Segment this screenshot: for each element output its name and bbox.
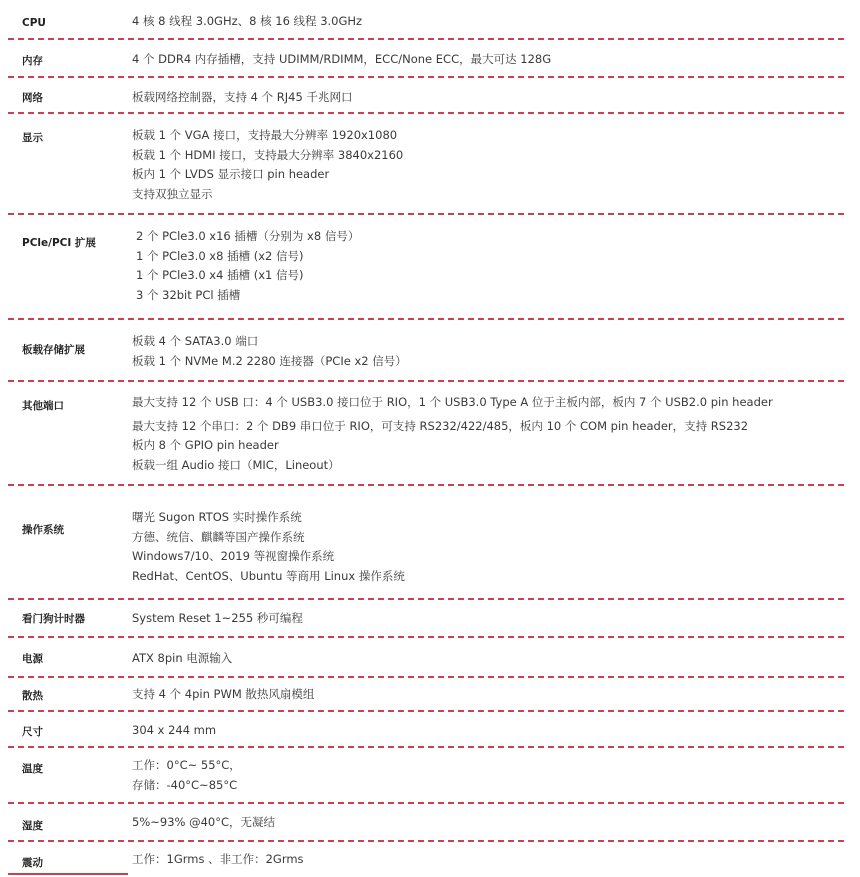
spec-row-vibration [8,842,844,877]
spec-label: 内存 [22,55,43,67]
spec-value-line: 板内 1 个 LVDS 显示接口 pin header [132,167,330,181]
spec-label: 散热 [22,690,43,702]
spec-value-line: 板载 4 个 SATA3.0 端口 [132,334,259,348]
spec-value-line: RedHat、CentOS、Ubuntu 等商用 Linux 操作系统 [132,568,405,583]
spec-row-temperature [8,748,844,804]
spec-value-line: 板载 1 个 VGA 接口，支持最大分辨率 1920x1080 [132,128,398,142]
spec-label: 电源 [22,653,43,665]
spec-value-line: 板载一组 Audio 接口（MIC，Lineout） [132,457,340,472]
spec-value-line: 1 个 PCle3.0 x8 插槽 (x2 信号) [136,248,304,263]
spec-label: 显示 [22,132,43,144]
spec-row-os [8,486,844,600]
spec-value [132,721,216,741]
spec-value-line: ATX 8pin 电源输入 [132,651,233,665]
spec-value [132,756,241,795]
spec-value [132,126,403,204]
spec-value-line: 3 个 32bit PCl 插槽 [136,287,241,302]
spec-row-cooling [8,678,844,712]
spec-label: PCle/PCI 扩展 [22,237,96,249]
spec-row-cpu [8,0,844,40]
spec-value-line: 支持 4 个 4pin PWM 散热风扇模组 [132,687,315,701]
spec-value-line: 板内 8 个 GPIO pin header [132,438,279,452]
spec-label: 尺寸 [22,726,43,738]
spec-row-other-ports [8,382,844,486]
table-end-rule [8,873,128,875]
spec-value [132,508,405,586]
spec-value [132,332,407,371]
spec-value-line: 支持双独立显示 [132,186,213,201]
spec-row-network [8,78,844,114]
spec-row-watchdog [8,600,844,638]
spec-value-line: 2 个 PCle3.0 x16 插槽（分别为 x8 信号） [136,229,360,243]
spec-value-line: 方德、统信、麒麟等国产操作系统 [132,529,305,544]
spec-value [132,50,551,70]
spec-label: CPU [22,17,46,29]
spec-label: 震动 [22,857,43,869]
spec-value-line: 板载网络控制器，支持 4 个 RJ45 千兆网口 [132,90,353,104]
spec-value-line: 5%~93% @40°C，无凝结 [132,815,276,829]
spec-row-dimensions [8,712,844,748]
spec-value-line: 工作：0°C~ 55°C， [132,758,241,772]
spec-value [132,850,304,870]
spec-value [132,393,773,475]
spec-label: 湿度 [22,820,43,832]
spec-value-line: Windows7/10、2019 等视窗操作系统 [132,549,335,563]
spec-label: 温度 [22,763,43,775]
spec-value [136,227,359,305]
spec-label: 看门狗计时器 [22,613,85,625]
spec-value [132,609,303,629]
spec-label: 操作系统 [22,524,64,536]
spec-value [132,649,232,669]
spec-value-line: System Reset 1~255 秒可编程 [132,611,303,625]
spec-label: 板载存储扩展 [22,344,85,356]
spec-value-line: 工作：1Grms 、非工作：2Grms [132,852,304,866]
spec-value [132,685,314,705]
spec-value-line: 4 核 8 线程 3.0GHz、8 核 16 线程 3.0GHz [132,14,363,28]
spec-value-line: 最大支持 12 个串口：2 个 DB9 串口位于 RIO，可支持 RS232/422/485，板内 10 个 COM pin header，支持 RS232 [132,418,749,433]
spec-row-memory [8,40,844,78]
spec-value-line: 曙光 Sugon RTOS 实时操作系统 [132,510,302,524]
spec-value-line: 存储：-40°C~85°C [132,777,238,792]
spec-value-line: 板载 1 个 NVMe M.2 2280 连接器（PCIe x2 信号） [132,353,407,368]
spec-row-humidity [8,804,844,842]
spec-value [132,12,362,32]
spec-row-pcie [8,215,844,320]
spec-label: 网络 [22,92,43,104]
spec-value-line: 最大支持 12 个 USB 口：4 个 USB3.0 接口位于 RIO，1 个 USB3.0 Type A 位于主板内部，板内 7 个 USB2.0 pin header [132,395,773,409]
spec-value-line: 板载 1 个 HDMI 接口，支持最大分辨率 3840x2160 [132,147,404,162]
spec-value-line: 304 x 244 mm [132,723,217,737]
spec-row-display [8,114,844,215]
spec-row-power [8,638,844,678]
spec-value-line: 4 个 DDR4 内存插槽，支持 UDIMM/RDIMM，ECC/None ECC，最大可达 128G [132,52,552,66]
spec-value-line: 1 个 PCle3.0 x4 插槽 (x1 信号) [136,268,304,282]
spec-value [132,88,352,108]
spec-row-storage [8,320,844,382]
spec-label: 其他端口 [22,400,64,412]
spec-value [132,813,275,833]
